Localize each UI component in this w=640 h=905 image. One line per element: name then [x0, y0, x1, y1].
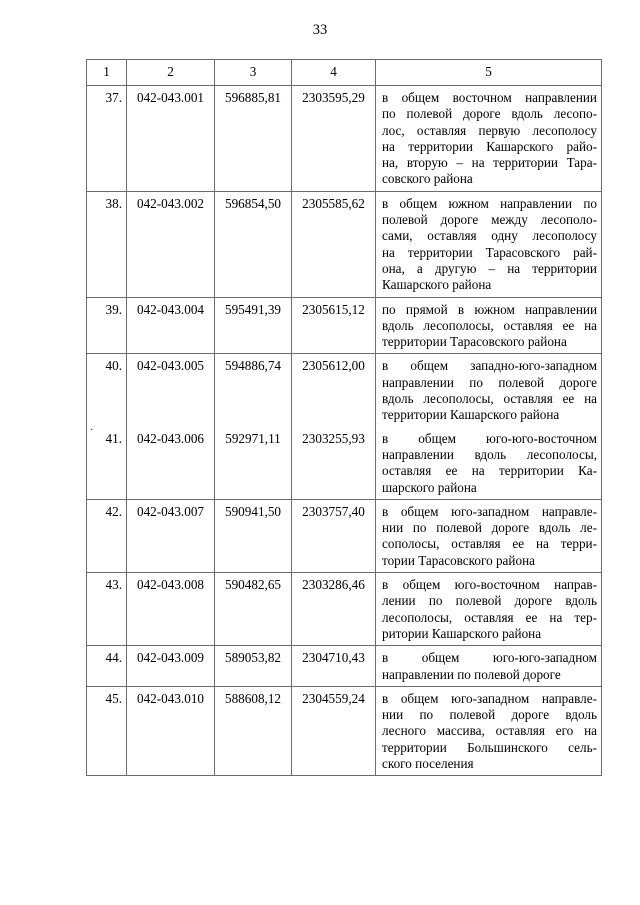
direction-description — [376, 191, 602, 297]
table-header-row — [87, 60, 602, 86]
description-line: направлении по полевой дороге — [382, 666, 561, 682]
point-id: 042-043.005 — [127, 354, 215, 427]
table-row — [87, 499, 602, 572]
description-line: в общем юго-западном направле- — [382, 503, 597, 519]
description-line: по полевой дороге вдоль лесопо- — [382, 106, 597, 122]
description-line: нии по полевой дороге вдоль ле- — [382, 520, 597, 536]
description-line: лесополосы, оставляя ее на тер- — [382, 609, 597, 625]
table-body — [87, 86, 602, 776]
point-id: 042-043.010 — [127, 686, 215, 775]
coord-x: 590941,50 — [215, 499, 292, 572]
description-line: лесного массива, оставляя его на — [382, 723, 597, 739]
direction-description — [376, 427, 602, 500]
point-id: 042-043.004 — [127, 297, 215, 354]
point-id: 042-043.009 — [127, 646, 215, 687]
description-line: в общем юго-западном направле- — [382, 690, 597, 706]
description-line: в общем юго-юго-восточном — [382, 430, 597, 446]
coord-x: 588608,12 — [215, 686, 292, 775]
header-col-1: 1 — [87, 60, 127, 86]
point-id: 042-043.002 — [127, 191, 215, 297]
table-row — [87, 427, 602, 500]
description-line: территории Кашарского района — [382, 407, 560, 423]
description-line: по прямой в южном направлении — [382, 301, 597, 317]
margin-dot: · — [90, 425, 94, 436]
description-line: ского поселения — [382, 755, 474, 771]
header-col-5: 5 — [376, 60, 602, 86]
coord-y: 2303595,29 — [292, 86, 376, 192]
coord-x: 596885,81 — [215, 86, 292, 192]
direction-description — [376, 86, 602, 192]
coord-x: 590482,65 — [215, 573, 292, 646]
description-line: полевой дороге между лесополо- — [382, 212, 597, 228]
coord-y: 2304710,43 — [292, 646, 376, 687]
description-line: нии по полевой дороге вдоль — [382, 707, 597, 723]
description-line: в общем юго-восточном направ- — [382, 577, 597, 593]
direction-description — [376, 646, 602, 687]
description-line: лении по полевой дороге вдоль — [382, 593, 597, 609]
coord-y: 2305585,62 — [292, 191, 376, 297]
coord-y: 2303286,46 — [292, 573, 376, 646]
row-number: 40. — [87, 354, 127, 427]
boundary-points-table — [86, 59, 602, 776]
description-line: она, а другую – на территории — [382, 260, 597, 276]
description-line: в общем восточном направлении — [382, 90, 597, 105]
description-line: сами, оставляя одну лесополосу — [382, 228, 597, 244]
row-number: 42. — [87, 499, 127, 572]
table-row — [87, 573, 602, 646]
description-line: ритории Кашарского района — [382, 625, 542, 641]
coord-x: 594886,74 — [215, 354, 292, 427]
description-line: на, вторую – на территории Тара- — [382, 155, 597, 171]
table-row — [87, 191, 602, 297]
point-id: 042-043.008 — [127, 573, 215, 646]
description-line: совского района — [382, 171, 473, 187]
header-col-2: 2 — [127, 60, 215, 86]
point-id: 042-043.006 — [127, 427, 215, 500]
description-line: вдоль лесополосы, оставляя ее на — [382, 317, 597, 333]
description-line: в общем юго-юго-западном — [382, 650, 597, 666]
direction-description — [376, 686, 602, 775]
coord-x: 592971,11 — [215, 427, 292, 500]
coord-y: 2305612,00 — [292, 354, 376, 427]
point-id: 042-043.007 — [127, 499, 215, 572]
row-number: 39. — [87, 297, 127, 354]
row-number: 44. — [87, 646, 127, 687]
description-line: вдоль лесополосы, оставляя ее на — [382, 391, 597, 407]
description-line: Кашарского района — [382, 277, 492, 293]
description-line: в общем южном направлении по — [382, 195, 597, 211]
description-line: на территории Кашарского райо- — [382, 138, 597, 154]
description-line: шарского района — [382, 479, 477, 495]
description-line: территории Тарасовского района — [382, 334, 567, 350]
description-line: направлении вдоль лесополосы, — [382, 446, 597, 462]
header-col-4: 4 — [292, 60, 376, 86]
row-number: 45. — [87, 686, 127, 775]
description-line: тории Тарасовского района — [382, 552, 535, 568]
table-row — [87, 297, 602, 354]
table-row — [87, 646, 602, 687]
direction-description — [376, 297, 602, 354]
coord-x: 595491,39 — [215, 297, 292, 354]
description-line: лос, оставляя первую лесополосу — [382, 122, 597, 138]
direction-description — [376, 499, 602, 572]
description-line: сополосы, оставляя ее на терри- — [382, 536, 597, 552]
coord-x: 589053,82 — [215, 646, 292, 687]
row-number: 38. — [87, 191, 127, 297]
table-row — [87, 86, 602, 192]
description-line: оставляя ее на территории Ка- — [382, 463, 597, 479]
table-row — [87, 354, 602, 427]
header-col-3: 3 — [215, 60, 292, 86]
coord-y: 2303757,40 — [292, 499, 376, 572]
table-row — [87, 686, 602, 775]
row-number: 43. — [87, 573, 127, 646]
direction-description — [376, 354, 602, 427]
description-line: направлении по полевой дороге — [382, 374, 597, 390]
coord-x: 596854,50 — [215, 191, 292, 297]
row-number: 41. — [87, 427, 127, 500]
point-id: 042-043.001 — [127, 86, 215, 192]
description-line: в общем западно-юго-западном — [382, 358, 597, 374]
coord-y: 2304559,24 — [292, 686, 376, 775]
description-line: на территории Тарасовского рай- — [382, 244, 597, 260]
direction-description — [376, 573, 602, 646]
description-line: территории Большинского сель- — [382, 739, 597, 755]
page-number: 33 — [312, 22, 328, 38]
coord-y: 2303255,93 — [292, 427, 376, 500]
coord-y: 2305615,12 — [292, 297, 376, 354]
row-number: 37. — [87, 86, 127, 192]
